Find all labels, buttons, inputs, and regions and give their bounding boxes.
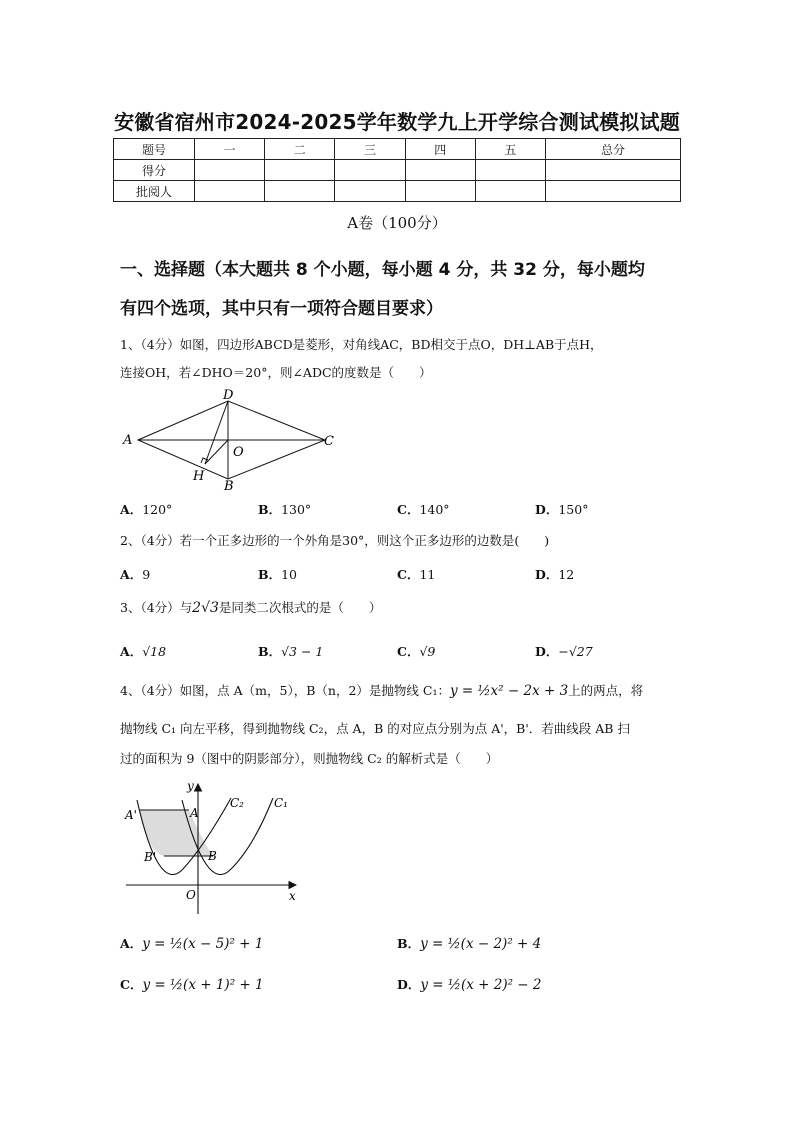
option-text: √9 (419, 644, 436, 659)
question-2: 2、（4分）若一个正多边形的一个外角是30°，则这个正多边形的边数是( ) (120, 533, 550, 548)
q4-line1-suffix: 上的两点，将 (568, 683, 644, 698)
option-label: C． (120, 977, 143, 992)
question-1-line1: 1、（4分）如图，四边形ABCD是菱形，对角线AC，BD相交于点O，DH⊥AB于点H， (120, 337, 603, 352)
option-text: y = ½(x + 2)² − 2 (420, 977, 542, 993)
q1-option-c (397, 500, 450, 518)
option-text: 11 (419, 567, 436, 582)
table-cell (546, 181, 681, 202)
option-label: D． (535, 644, 559, 659)
q3-option-a (120, 642, 166, 660)
q4-option-d (397, 975, 541, 993)
label-o: O (233, 445, 244, 460)
q2-option-d (535, 565, 574, 583)
option-label: A． (120, 936, 143, 951)
table-cell: 五 (475, 139, 545, 160)
table-cell (475, 181, 545, 202)
label-a: A (123, 433, 133, 448)
label-x: x (289, 889, 296, 903)
option-label: C． (397, 567, 420, 582)
table-cell (195, 181, 265, 202)
option-text: y = ½(x + 1)² + 1 (142, 977, 264, 993)
score-table-header-row (114, 139, 681, 160)
table-cell (405, 160, 475, 181)
segment-oh (205, 440, 228, 464)
label-b-prime: B' (144, 850, 157, 864)
option-label: B． (258, 502, 282, 517)
table-cell: 题号 (114, 139, 195, 160)
option-text: 130° (281, 502, 312, 517)
label-a: A (190, 806, 199, 820)
table-cell (546, 160, 681, 181)
q4-option-c (120, 975, 264, 993)
option-text: √18 (142, 644, 167, 659)
rhombus-figure (115, 388, 345, 496)
option-label: B． (397, 936, 421, 951)
option-label: A． (120, 644, 143, 659)
segment-dh (205, 401, 228, 464)
table-row (114, 160, 681, 181)
option-text: √3 − 1 (281, 644, 324, 659)
q3-option-d (535, 642, 593, 660)
option-text: y = ½(x − 5)² + 1 (142, 936, 264, 952)
label-origin: O (186, 888, 196, 902)
q2-option-a (120, 565, 150, 583)
label-c1: C₁ (274, 796, 288, 810)
label-b: B (208, 849, 217, 863)
table-cell (195, 160, 265, 181)
table-row (114, 181, 681, 202)
q2-option-c (397, 565, 435, 583)
option-label: C． (397, 502, 420, 517)
q4-option-b (397, 934, 541, 952)
option-label: A． (120, 502, 143, 517)
option-label: C． (397, 644, 420, 659)
q4-option-a (120, 934, 263, 952)
question-4-line3: 过的面积为 9（图中的阴影部分），则抛物线 C₂ 的解析式是（ ） (120, 751, 499, 766)
option-label: B． (258, 567, 282, 582)
option-text: 120° (142, 502, 173, 517)
q1-option-d (535, 500, 588, 518)
option-text: 150° (558, 502, 589, 517)
option-text: y = ½(x − 2)² + 4 (420, 936, 542, 952)
label-h: H (193, 469, 205, 484)
table-cell: 得分 (114, 160, 195, 181)
part-heading-line1: 一、选择题（本大题共 8 个小题，每小题 4 分，共 32 分，每小题均 (120, 260, 645, 280)
q3-option-c (397, 642, 435, 660)
q3-suffix: 是同类二次根式的是（ ） (218, 600, 382, 615)
option-text: 10 (281, 567, 297, 582)
table-cell (335, 160, 405, 181)
table-cell: 二 (265, 139, 335, 160)
q4-formula: y = ½x² − 2x + 3 (449, 683, 569, 699)
question-3 (120, 595, 685, 621)
label-y: y (187, 779, 194, 793)
option-text: 140° (419, 502, 450, 517)
option-label: A． (120, 567, 143, 582)
label-d: D (223, 388, 234, 403)
table-cell (335, 181, 405, 202)
section-heading: A卷（100分） (347, 214, 447, 232)
part-heading-line2: 有四个选项，其中只有一项符合题目要求） (120, 299, 443, 319)
score-table (113, 138, 681, 202)
page-title: 安徽省宿州市2024-2025学年数学九上开学综合测试模拟试题 (114, 110, 680, 134)
table-cell: 一 (195, 139, 265, 160)
q1-option-a (120, 500, 172, 518)
table-cell (265, 160, 335, 181)
q1-option-b (258, 500, 311, 518)
table-cell: 总分 (546, 139, 681, 160)
option-label: B． (258, 644, 282, 659)
q3-option-b (258, 642, 323, 660)
table-cell (475, 160, 545, 181)
question-4-line2: 抛物线 C₁ 向左平移，得到抛物线 C₂，点 A，B 的对应点分别为点 A'，B'．若曲线段 AB 扫 (120, 721, 630, 736)
parabola-figure (118, 778, 303, 918)
q3-radical: 2√3 (192, 600, 219, 616)
table-cell (265, 181, 335, 202)
table-cell (405, 181, 475, 202)
table-cell: 三 (335, 139, 405, 160)
q4-line1-prefix: 4、（4分）如图，点 A（m，5），B（n，2）是抛物线 C₁： (120, 683, 450, 698)
option-text: 12 (558, 567, 575, 582)
question-1-line2: 连接OH，若∠DHO＝20°，则∠ADC的度数是（ ） (120, 365, 432, 380)
option-label: D． (535, 567, 559, 582)
option-label: D． (535, 502, 559, 517)
q2-option-b (258, 565, 297, 583)
label-a-prime: A' (125, 808, 137, 822)
table-cell: 批阅人 (114, 181, 195, 202)
question-4-line1 (120, 678, 685, 704)
table-cell: 四 (405, 139, 475, 160)
label-c2: C₂ (230, 796, 244, 810)
option-label: D． (397, 977, 421, 992)
q3-prefix: 3、（4分）与 (120, 600, 193, 615)
option-text: 9 (142, 567, 151, 582)
label-b: B (224, 479, 234, 494)
option-text: −√27 (558, 644, 593, 659)
label-c: C (324, 434, 334, 449)
